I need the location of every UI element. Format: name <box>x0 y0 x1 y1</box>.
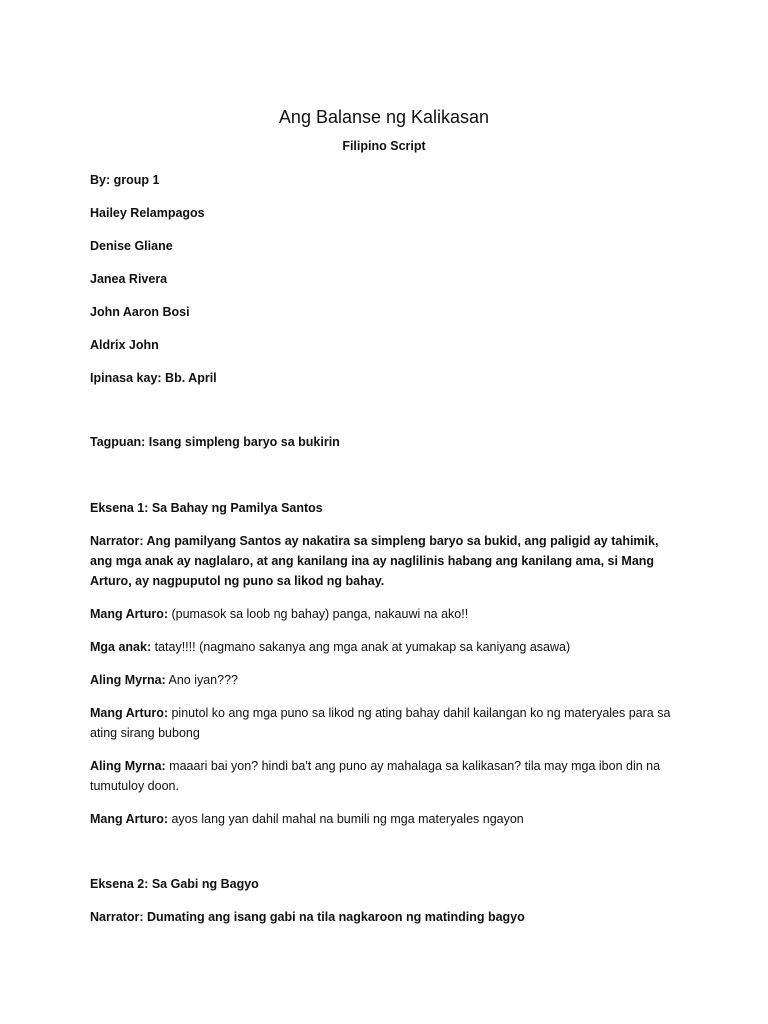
dialogue-text: Ano iyan??? <box>165 673 238 687</box>
speaker-name: Mang Arturo: <box>90 706 168 720</box>
speaker-name: Aling Myrna: <box>90 673 166 687</box>
dialogue-line <box>90 809 680 829</box>
dialogue-text: (pumasok sa loob ng bahay) panga, nakauwi na ako!! <box>168 607 469 621</box>
submitted-to: Ipinasa kay: Bb. April <box>90 371 217 385</box>
speaker-name: Mga anak: <box>90 640 152 654</box>
dialogue-line <box>90 637 680 657</box>
authors-label: By: group 1 <box>90 173 160 187</box>
narrator-paragraph: Narrator: Dumating ang isang gabi na tila nagkaroon ng matinding bagyo <box>90 910 525 924</box>
dialogue-line <box>90 756 680 796</box>
dialogue-text: ayos lang yan dahil mahal na bumili ng mga materyales ngayon <box>168 812 524 826</box>
dialogue-text: maaari bai yon? hindi ba't ang puno ay mahalaga sa kalikasan? tila may mga ibon din na tumutuloy doon. <box>90 759 661 793</box>
speaker-name: Mang Arturo: <box>90 607 168 621</box>
dialogue-line <box>90 670 680 690</box>
member-name: Janea Rivera <box>90 272 168 286</box>
document-title: Ang Balanse ng Kalikasan <box>278 107 490 127</box>
member-name: Denise Gliane <box>90 239 173 253</box>
member-name: Aldrix John <box>90 338 159 352</box>
narrator-paragraph: Narrator: Ang pamilyang Santos ay nakatira sa simpleng baryo sa bukid, ang paligid ay tahimik, ang mga anak ay naglalaro, at ang kanilang ina ay naglilinis habang ang kanilang ama, si Mang Arturo, ay nagpuputol ng puno sa likod ng bahay. <box>90 534 659 588</box>
scene-heading: Eksena 2: Sa Gabi ng Bagyo <box>90 877 259 891</box>
dialogue-line <box>90 604 680 624</box>
member-name: John Aaron Bosi <box>90 305 190 319</box>
dialogue-text: pinutol ko ang mga puno sa likod ng ating bahay dahil kailangan ko ng materyales para sa ating sirang bubong <box>90 706 671 740</box>
speaker-name: Aling Myrna: <box>90 759 166 773</box>
document-subtitle: Filipino Script <box>342 139 426 153</box>
speaker-name: Mang Arturo: <box>90 812 168 826</box>
dialogue-line <box>90 703 680 743</box>
member-name: Hailey Relampagos <box>90 206 205 220</box>
scene-heading: Eksena 1: Sa Bahay ng Pamilya Santos <box>90 501 323 515</box>
dialogue-text: tatay!!!! (nagmano sakanya ang mga anak at yumakap sa kaniyang asawa) <box>151 640 571 654</box>
setting-line: Tagpuan: Isang simpleng baryo sa bukirin <box>90 435 340 449</box>
